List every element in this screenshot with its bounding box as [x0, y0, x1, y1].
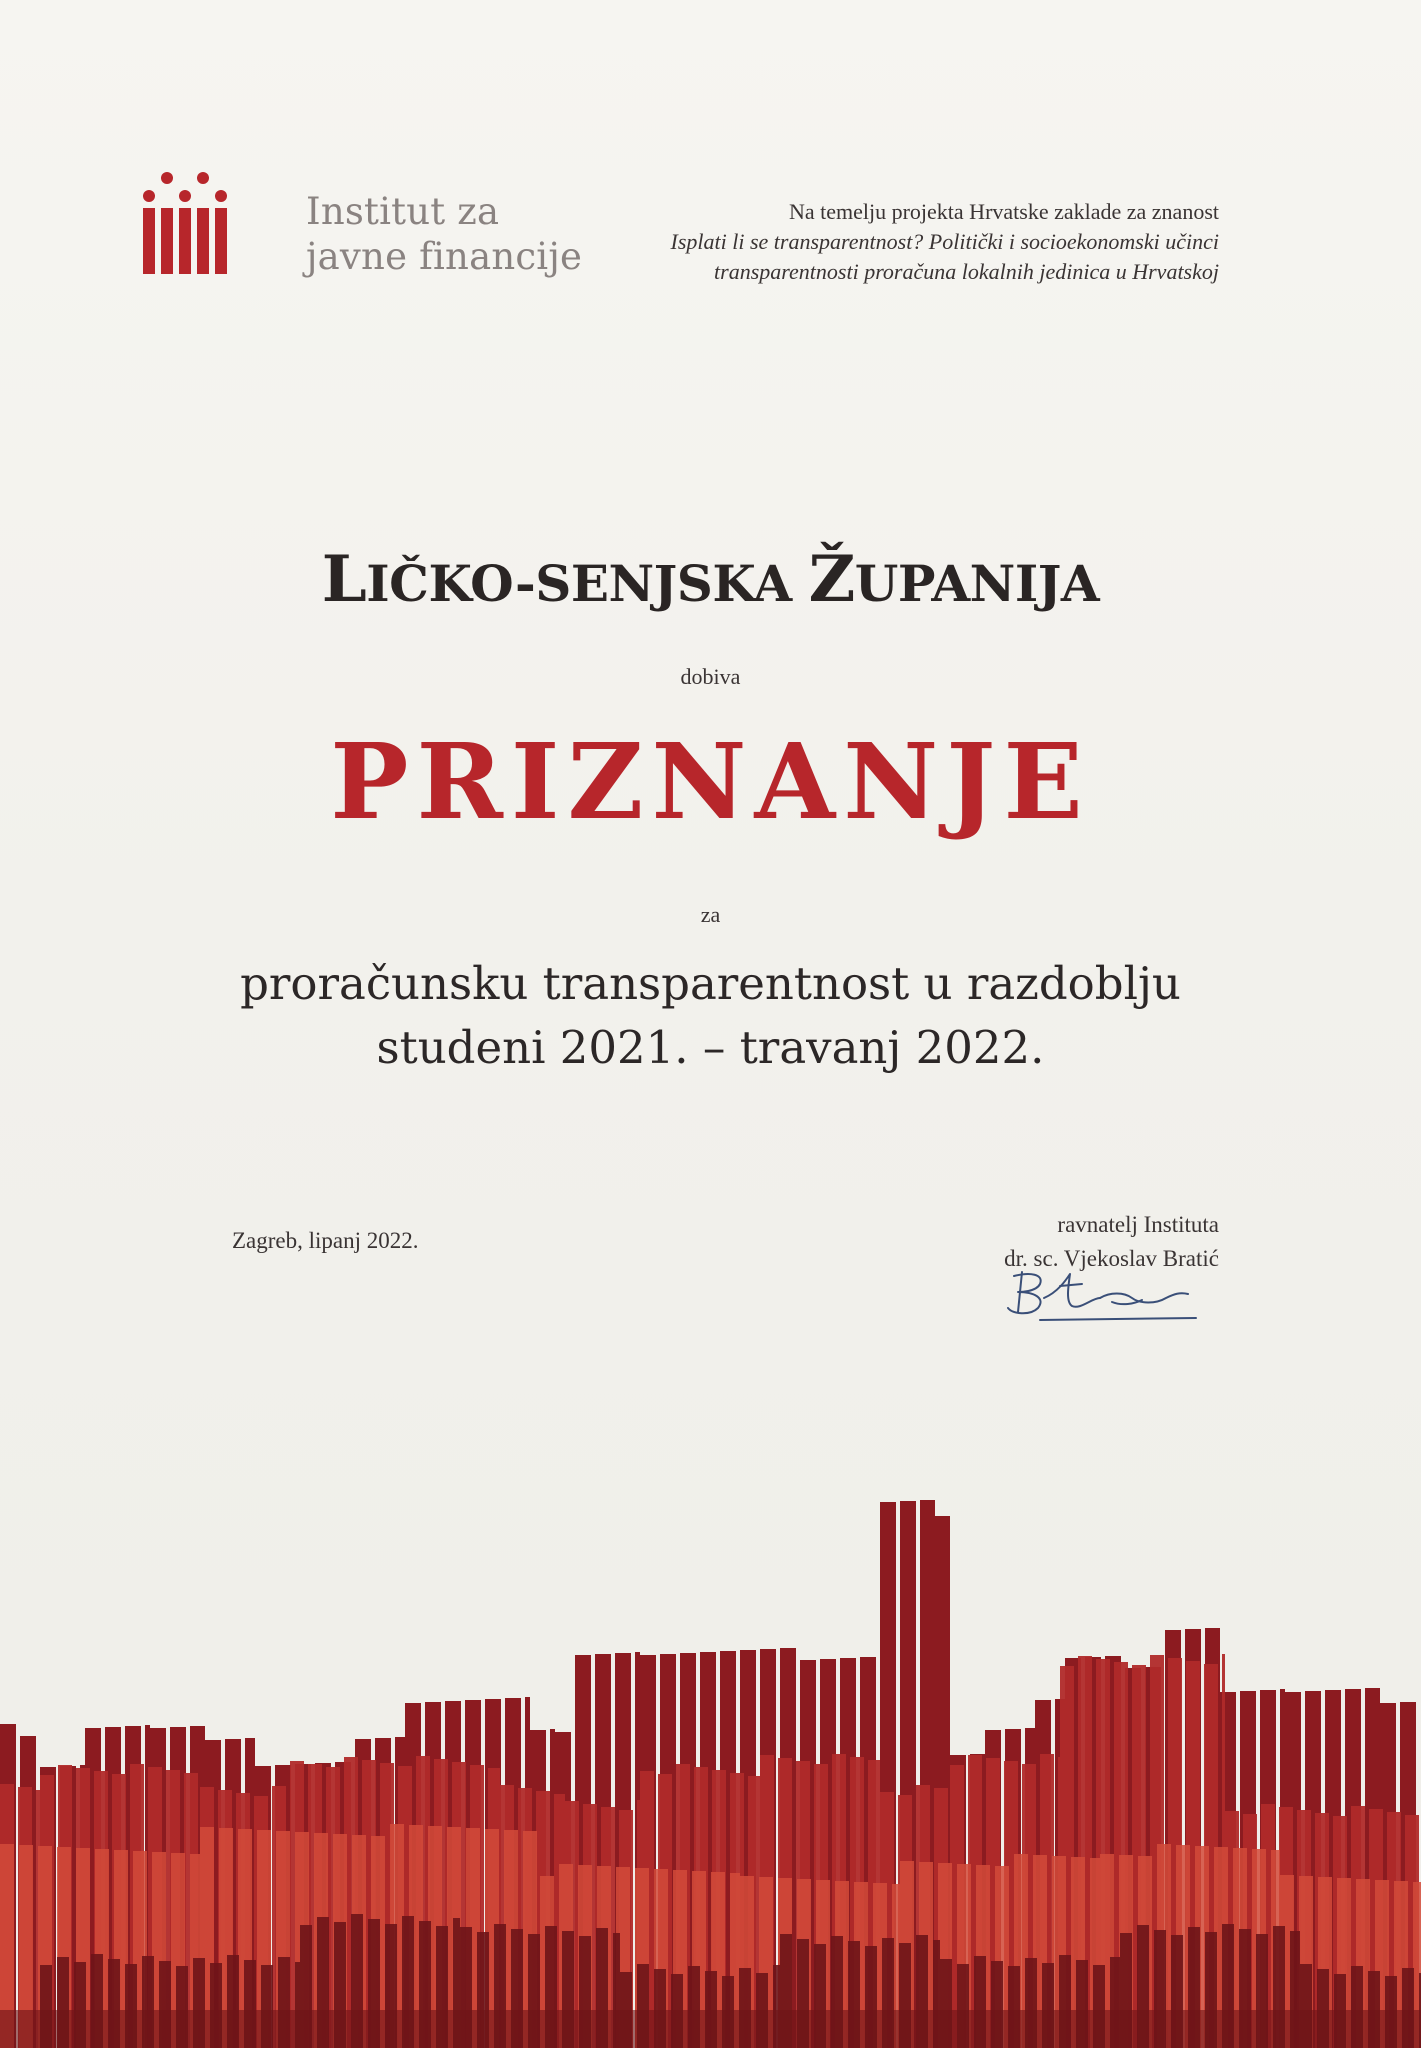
recipient-initial: L: [321, 542, 367, 617]
project-note-line3: transparentnosti proračuna lokalnih jedinica u Hrvatskoj: [714, 259, 1219, 284]
award-reason: [0, 952, 1421, 1080]
signatory-name: dr. sc. Vjekoslav Bratić: [1004, 1246, 1219, 1271]
recipient-name: [0, 542, 1421, 617]
decorative-skyline: [0, 1490, 1421, 2048]
project-note: [499, 197, 1219, 287]
handwritten-signature: [1000, 1262, 1200, 1322]
institute-logo-icon: [141, 170, 231, 274]
project-note-line2: Isplati li se transparentnost? Politički i socioekonomski učinci: [670, 229, 1219, 254]
recipient-text-1: IČKO-SENJSKA: [366, 554, 809, 613]
place-date: Zagreb, lipanj 2022.: [232, 1228, 419, 1253]
receives-text: dobiva: [680, 664, 741, 689]
institute-name-line2: javne financije: [306, 235, 583, 278]
award-reason-line1: proračunsku transparentnost u razdoblju: [240, 957, 1181, 1010]
skyline-base-band: [0, 2010, 1421, 2048]
for-text: za: [700, 902, 721, 927]
award-reason-line2: studeni 2021. – travanj 2022.: [376, 1021, 1045, 1074]
signatory-role: ravnatelj Instituta: [1057, 1212, 1219, 1237]
project-note-line1: Na temelju projekta Hrvatske zaklade za znanost: [788, 199, 1219, 224]
institute-name-line1: Institut za: [306, 190, 500, 233]
award-title: PRIZNANJE: [330, 720, 1091, 843]
recipient-text-2: UPANIJA: [854, 554, 1100, 613]
recipient-initial-2: Ž: [808, 542, 855, 617]
